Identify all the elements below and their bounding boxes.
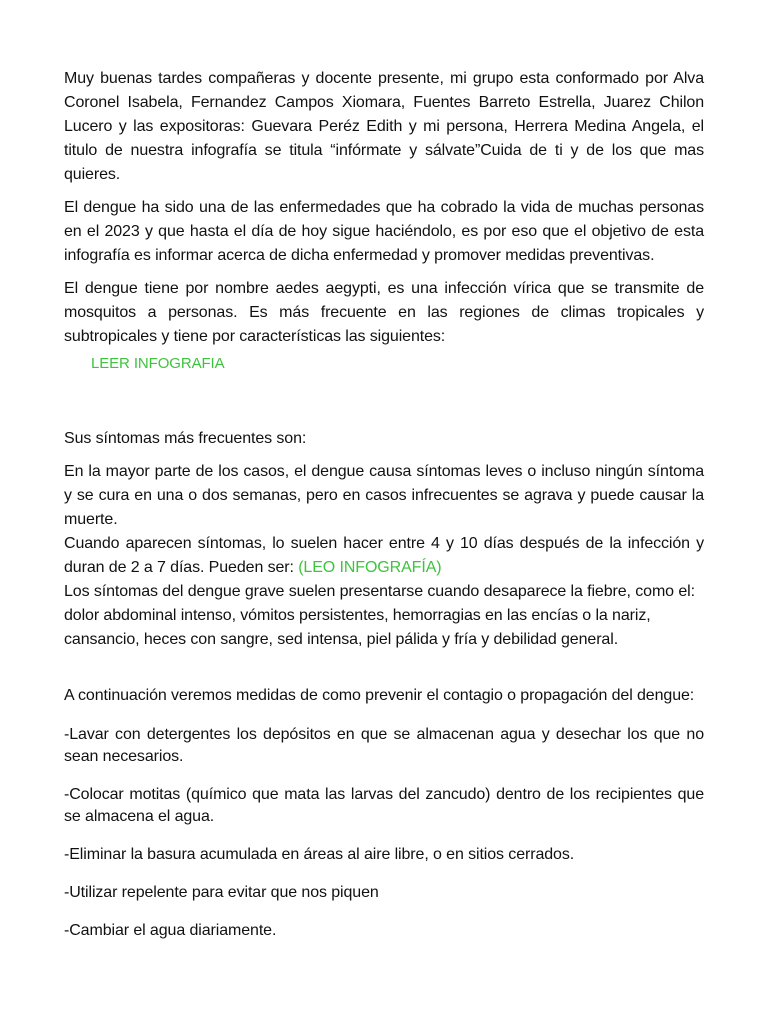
prevention-item: -Utilizar repelente para evitar que nos piquen [64, 884, 379, 901]
severe-symptoms-paragraph: Los síntomas del dengue grave suelen presentarse cuando desaparece la fiebre, como el: dolor abdominal intenso, vómitos persistentes, hemorragias en las encías o la nariz, cansancio, heces con sangre, sed intensa, piel pálida y fría y debilidad general. [64, 583, 695, 648]
prevention-item: -Colocar motitas (químico que mata las larvas del zancudo) dentro de los recipientes que se almacena el agua. [64, 786, 704, 825]
prevention-item: -Eliminar la basura acumulada en áreas al aire libre, o en sitios cerrados. [64, 846, 575, 863]
symptoms-onset-paragraph [64, 532, 704, 580]
definition-paragraph: El dengue tiene por nombre aedes aegypti, es una infección vírica que se transmite de mosquitos a personas. Es más frecuente en las regiones de climas tropicales y subtropicales y tiene por características las siguientes: [64, 280, 704, 345]
read-infographic-inline-note: (LEO INFOGRAFÍA) [298, 559, 442, 576]
symptoms-paragraph: En la mayor parte de los casos, el dengue causa síntomas leves o incluso ningún síntoma y se cura en una o dos semanas, pero en casos infrecuentes se agrava y puede causar la muerte. [64, 463, 704, 528]
prevention-item: -Cambiar el agua diariamente. [64, 922, 277, 939]
objective-paragraph: El dengue ha sido una de las enfermedades que ha cobrado la vida de muchas personas en el 2023 y que hasta el día de hoy sigue haciéndolo, es por eso que el objetivo de esta infografía es informar acerca de dicha enfermedad y promover medidas preventivas. [64, 199, 704, 264]
symptoms-heading: Sus síntomas más frecuentes son: [64, 430, 307, 447]
prevention-item: -Lavar con detergentes los depósitos en que se almacenan agua y desechar los que no sean necesarios. [64, 726, 704, 765]
prevention-heading: A continuación veremos medidas de como prevenir el contagio o propagación del dengue: [64, 687, 695, 704]
intro-paragraph: Muy buenas tardes compañeras y docente presente, mi grupo esta conformado por Alva Coronel Isabela, Fernandez Campos Xiomara, Fuentes Barreto Estrella, Juarez Chilon Lucero y las expositoras: Guevara Peréz Edith y mi persona, Herrera Medina Angela, el titulo de nuestra infografía se titula “infórmate y sálvate”Cuida de ti y de los que mas quieres. [64, 70, 704, 183]
read-infographic-note: LEER INFOGRAFIA [91, 355, 225, 372]
symptoms-onset-text: Cuando aparecen síntomas, lo suelen hacer entre 4 y 10 días después de la infección y duran de 2 a 7 días. Pueden ser: [64, 535, 704, 576]
